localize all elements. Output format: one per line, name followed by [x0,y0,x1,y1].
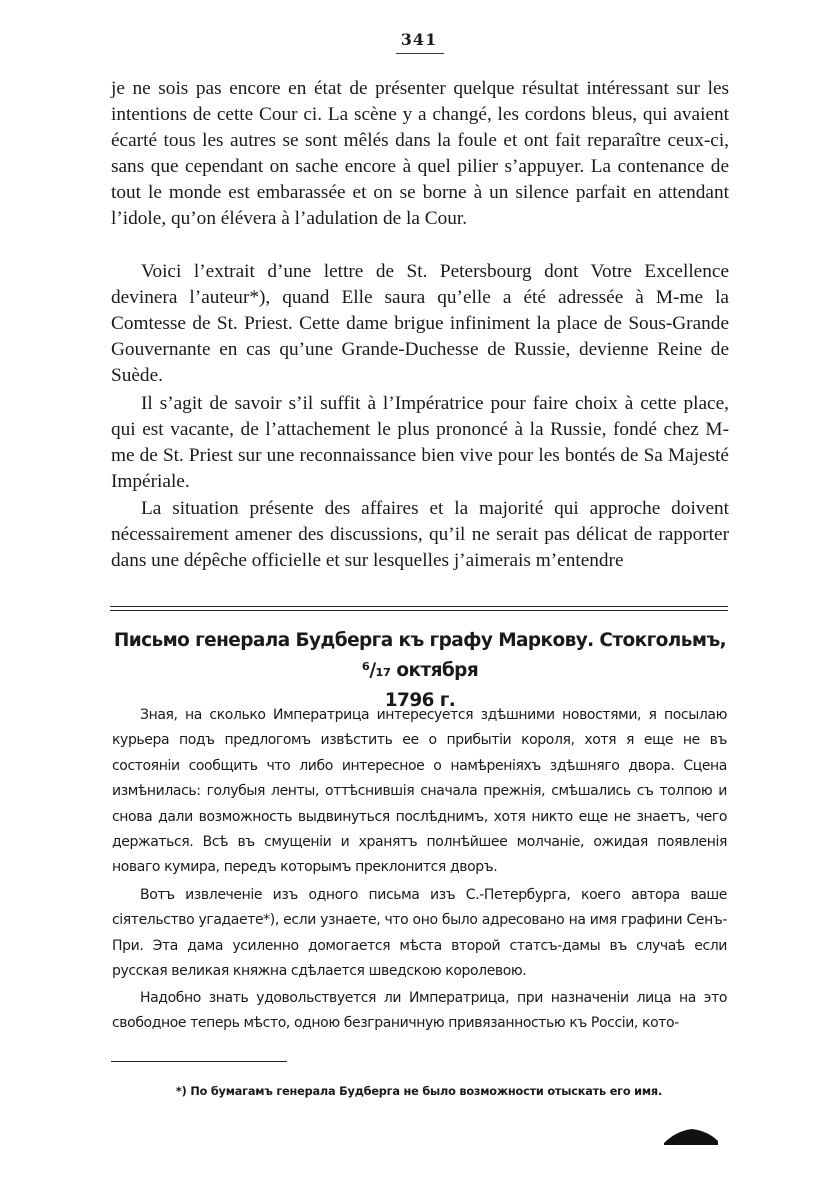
french-paragraph-1: je ne sois pas encore en état de présenter quelque résultat intéressant sur les intentions de cette Cour ci. La scène y a changé, les cordons bleus, qui avaient écarté tous les autres se sont mêlés dans la foule et ont fait reparaître ceux-ci, sans que cependant on sache encore à quel pilier s’appuyer. La contenance de tout le monde est embarassée et on se borne à un silence parfait en attendant l’idole, qu’on élévera à l’adulation de la Cour. [111,78,729,229]
section-divider-top [110,606,728,607]
page-number: 341 [400,30,438,49]
footnote-separator [111,1061,287,1062]
french-paragraph-2: Voici l’extrait d’une lettre de St. Petersbourg dont Votre Excellence devinera l’auteur*), quand Elle saura qu’elle a été adressée à M-me la Comtesse de St. Priest. Cette dame brigue infiniment la place de Sous-Grande Gouvernante en cas qu’une Grande-Duchesse de Russie, devienne Reine de Suède. [111,261,729,386]
french-paragraph-3: Il s’agit de savoir s’il suffit à l’Impératrice pour faire choix à cette place, qui est vacante, de l’attachement le plus prononcé à la Russie, fondé chez M-me de St. Priest sur une reconnaissance bien vive pour les bontés de Sa Majesté Impériale. [111,393,729,492]
french-paragraph-4: La situation présente des affaires et la majorité qui approche doivent nécessairement amener des discussions, qu’il ne serait pas délicat de rapporter dans une dépêche officielle et sur lesquelles j’aimerais m’entendre [111,498,729,571]
letter-heading-line2: 1796 г. [384,690,456,711]
section-divider-bottom [110,610,728,611]
russian-paragraph-2: Вотъ извлеченіе изъ одного письма изъ С.-Петербурга, коего автора ваше сіятельство угадаете*), если узнаете, что оно было адресовано на имя графини Сенъ-При. Эта дама усиленно домогается мѣста второй статсъ-дамы въ случаѣ если русская великая княжна сдѣлается шведскою королевою. [112,887,727,980]
russian-paragraph-3: Надобно знать удовольствуется ли Императрица, при назначеніи лица на это свободное теперь мѣсто, одною безграничную привязанностью къ Россіи, кото- [112,990,727,1032]
page-number-underline [396,53,444,54]
footnote: *) По бумагамъ генерала Будберга не было возможности отыскать его имя. [175,1085,663,1098]
letter-heading-line1: Письмо генерала Будберга къ графу Маркову. Стокгольмъ, ⁶/₁₇ октября [113,630,727,681]
russian-paragraph-1: Зная, на сколько Императрица интересуется здѣшними новостями, я посылаю курьера подъ предлогомъ извѣстить ее о прибытіи короля, хотя я еще не въ состояніи сообщить что либо интересное о намѣреніяхъ здѣшняго двора. Сцена измѣнилась: голубыя ленты, оттѣснившія сначала прежнія, смѣшались съ толпою и снова дали возможность выдвинуться послѣднимъ, хотя никто еще не знаетъ, чего держаться. Всѣ въ смущеніи и хранятъ полнѣйшее молчаніе, ожидая появленія новаго кумира, передъ которымъ преклонится дворъ. [112,707,727,876]
ink-blot-mark [662,1125,720,1147]
